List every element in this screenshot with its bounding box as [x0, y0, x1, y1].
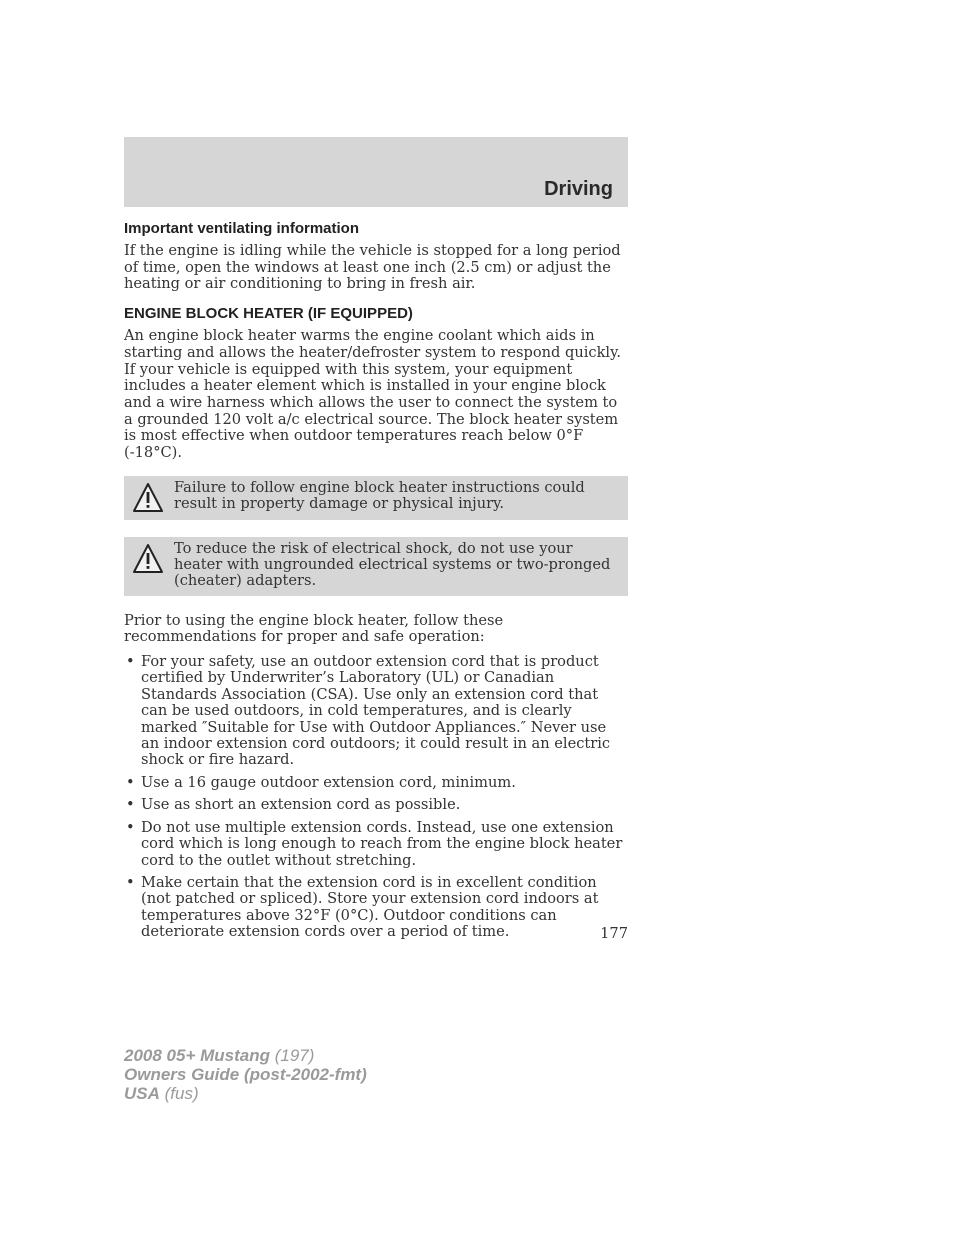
footer-line-2: Owners Guide (post-2002-fmt) — [124, 1065, 367, 1084]
ventilating-text: If the engine is idling while the vehicle is stopped for a long period of time, open the windows at least one inch (2.5 cm) or adjust the heating or air conditioning to bring in fresh air. — [124, 242, 621, 293]
section-header-band — [124, 137, 628, 207]
ventilating-heading: Important ventilating information — [124, 220, 359, 237]
warning-triangle-icon — [132, 482, 164, 514]
list-item: • For your safety, use an outdoor extension cord that is product certified by Underwriter’s Laboratory (UL) or Canadian Standards Association (CSA). Use only an extension cord that can be used outdoors, in cold temperatures, and is clearly marked ″Suitable for Use with Outdoor Appliances.″ Never use an indoor extension cord outdoors; it could result in an electric shock or fire hazard. — [126, 653, 611, 769]
recommendations-intro: Prior to using the engine block heater, follow these recommendations for proper and safe operation: — [124, 611, 504, 646]
recommendations-list — [124, 654, 628, 941]
block-heater-heading: ENGINE BLOCK HEATER (IF EQUIPPED) — [124, 305, 413, 323]
bullet-point: • — [126, 818, 135, 836]
document-footer — [124, 1046, 367, 1103]
list-item: • Use a 16 gauge outdoor extension cord, minimum. — [126, 773, 516, 791]
warning-text-damage: Failure to follow engine block heater instructions could result in property damage or physical injury. — [174, 478, 585, 513]
warning-triangle-icon — [132, 543, 164, 575]
bullet-point: • — [126, 796, 135, 814]
list-item: • Make certain that the extension cord is in excellent condition (not patched or spliced). Store your extension cord indoors at temperatures above 32°F (0°C). Outdoor conditions can deteriorate extension cords over a period of time. — [126, 873, 599, 941]
page-number: 177 — [600, 925, 628, 942]
bullet-point: • — [126, 773, 135, 791]
block-heater-text: An engine block heater warms the engine coolant which aids in starting and allows the heater/defroster system to respond quickly. If your vehicle is equipped with this system, your equipment includes a heater element which is installed in your engine block and a wire harness which allows the user to connect the system to a grounded 120 volt a/c electrical source. The block heater system is most effective when outdoor temperatures reach below 0°F (-18°C). — [124, 327, 622, 462]
bullet-point: • — [126, 873, 135, 891]
bullet-point: • — [126, 653, 135, 671]
warning-text-shock: To reduce the risk of electrical shock, do not use your heater with ungrounded electrical systems or two-pronged (cheater) adapters. — [174, 539, 611, 590]
page-content — [124, 220, 628, 947]
section-title: Driving — [544, 178, 613, 200]
warning-box-damage — [124, 476, 628, 520]
list-item: • Use as short an extension cord as possible. — [126, 796, 461, 814]
warning-box-shock — [124, 537, 628, 596]
list-item: • Do not use multiple extension cords. Instead, use one extension cord which is long enough to reach from the engine block heater cord to the outlet without stretching. — [126, 818, 623, 869]
footer-line-3: USA (fus) — [124, 1084, 199, 1103]
footer-line-1: 2008 05+ Mustang (197) — [124, 1046, 315, 1065]
